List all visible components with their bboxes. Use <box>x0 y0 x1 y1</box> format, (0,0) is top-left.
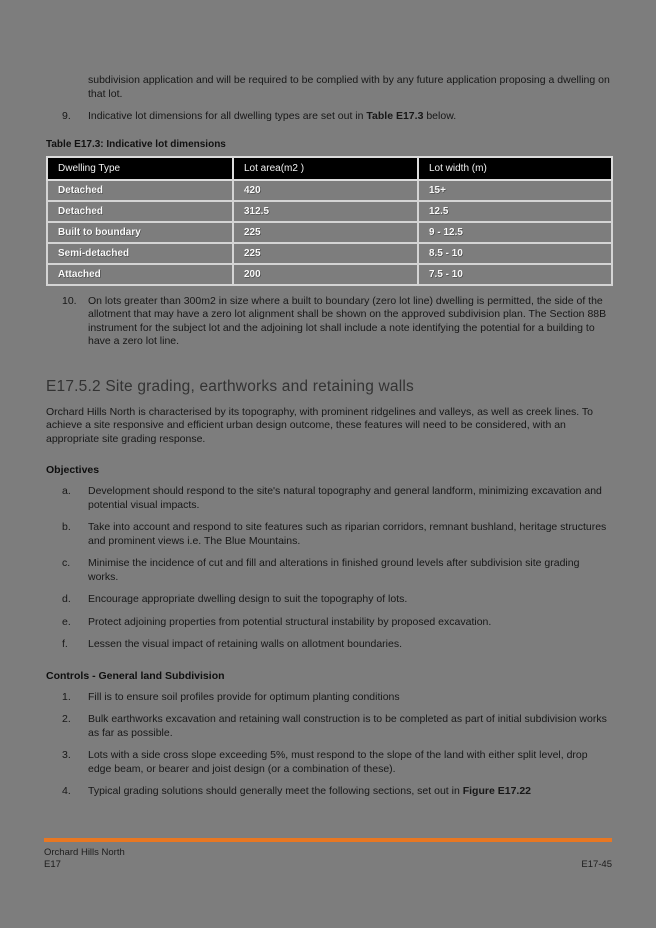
footer-accent-rule <box>44 838 612 842</box>
table-cell: 420 <box>233 180 418 201</box>
list-item-text: Lots with a side cross slope exceeding 5%, must respond to the slope of the land with either split level, drop edge beam, or bearer and joist design (or a combination of these). <box>88 749 588 775</box>
list-item <box>46 557 611 584</box>
table-cell: Attached <box>47 264 233 285</box>
table-cell: 9 - 12.5 <box>418 222 612 243</box>
table-cell: Detached <box>47 180 233 201</box>
list-item <box>46 485 611 512</box>
section-heading: E17.5.2 Site grading, earthworks and retaining walls <box>46 377 414 395</box>
table-cell: 225 <box>233 222 418 243</box>
list-item <box>46 521 611 548</box>
list-item-text: Typical grading solutions should generally meet the following sections, set out in Figure E17.22 <box>88 785 531 797</box>
table-caption: Table E17.3: Indicative lot dimensions <box>46 138 226 150</box>
table-cell: 12.5 <box>418 201 612 222</box>
list-item-text: Lessen the visual impact of retaining walls on allotment boundaries. <box>88 638 403 650</box>
lot-dimensions-table <box>46 156 613 286</box>
table-cell: 15+ <box>418 180 612 201</box>
list-item-marker: 9. <box>62 110 71 122</box>
controls-list <box>46 691 611 799</box>
lot-table-body <box>47 180 612 285</box>
list-item <box>46 295 611 349</box>
footer-document-title: Orchard Hills North <box>44 847 125 858</box>
numbered-item-10-list <box>46 295 611 349</box>
page-footer <box>44 838 612 870</box>
list-item-marker: b. <box>62 521 71 533</box>
table-row <box>47 264 612 285</box>
list-item <box>46 785 611 799</box>
list-item-marker: 10. <box>62 294 77 307</box>
continuation-paragraph: subdivision application and will be required to be complied with by any future application proposing a dwelling on that lot. <box>88 74 610 100</box>
list-item-marker: 2. <box>62 713 71 725</box>
numbered-item-9-list <box>46 110 611 124</box>
table-cell: Built to boundary <box>47 222 233 243</box>
list-item <box>46 110 611 124</box>
list-item <box>46 593 611 607</box>
footer-page-number: E17-45 <box>581 859 612 870</box>
list-item-text: Fill is to ensure soil profiles provide for optimum planting conditions <box>88 690 400 703</box>
list-item <box>46 713 611 740</box>
list-item-text: Indicative lot dimensions for all dwelling types are set out in Table E17.3 below. <box>88 110 457 122</box>
section-intro-paragraph: Orchard Hills North is characterised by its topography, with prominent ridgelines and valleys, as well as creek lines. To achieve a site responsive and efficient urban design outcome, these features will need to be considered, with an appropriate site grading response. <box>46 405 594 445</box>
table-row <box>47 201 612 222</box>
list-item <box>46 638 611 652</box>
list-item-text: Bulk earthworks excavation and retaining wall construction is to be completed as part of initial subdivision works as far as possible. <box>88 713 607 739</box>
list-item-marker: c. <box>62 557 71 569</box>
list-item-marker: d. <box>62 593 71 605</box>
controls-heading: Controls - General land Subdivision <box>46 669 225 682</box>
list-item-text: Take into account and respond to site features such as riparian corridors, remnant bushland, heritage structures and prominent views i.e. The Blue Mountains. <box>88 521 607 547</box>
table-cell: 312.5 <box>233 201 418 222</box>
table-header-row <box>47 157 612 180</box>
column-header-lot-width: Lot width (m) <box>418 157 612 180</box>
list-item-text: Protect adjoining properties from potential structural instability by proposed excavation. <box>88 615 492 628</box>
list-item-marker: 1. <box>62 690 71 703</box>
table-cell: 225 <box>233 243 418 264</box>
column-header-dwelling-type: Dwelling Type <box>47 157 233 180</box>
list-item <box>46 616 611 630</box>
table-row <box>47 243 612 264</box>
list-item <box>46 749 611 776</box>
list-item-marker: 3. <box>62 749 71 761</box>
table-row <box>47 180 612 201</box>
list-item-marker: e. <box>62 615 71 628</box>
list-item-text: Minimise the incidence of cut and fill and alterations in finished ground levels after subdivision site grading works. <box>88 557 580 583</box>
list-item-text: Development should respond to the site's natural topography and general landform, minimizing excavation and potential visual impacts. <box>88 485 602 511</box>
list-item <box>46 691 611 705</box>
list-item-marker: a. <box>62 485 71 497</box>
table-cell: 7.5 - 10 <box>418 264 612 285</box>
table-cell: 8.5 - 10 <box>418 243 612 264</box>
list-item-marker: 4. <box>62 785 71 797</box>
list-item-text: On lots greater than 300m2 in size where a built to boundary (zero lot line) dwelling is permitted, the side of the allotment that may have a zero lot alignment shall be shown on the approved subdivision plan. The Section 88B instrument for the subject lot and the adjoining lot shall include a note identifying the potential for a building to have a zero lot line. <box>88 294 607 347</box>
column-header-lot-area: Lot area(m2 ) <box>233 157 418 180</box>
objectives-heading: Objectives <box>46 464 100 476</box>
table-cell: Semi-detached <box>47 243 233 264</box>
objectives-list <box>46 485 611 652</box>
table-cell: Detached <box>47 201 233 222</box>
list-item-text: Encourage appropriate dwelling design to suit the topography of lots. <box>88 593 408 605</box>
list-item-marker: f. <box>62 638 68 650</box>
table-row <box>47 222 612 243</box>
footer-chapter: E17 <box>44 859 61 870</box>
table-cell: 200 <box>233 264 418 285</box>
